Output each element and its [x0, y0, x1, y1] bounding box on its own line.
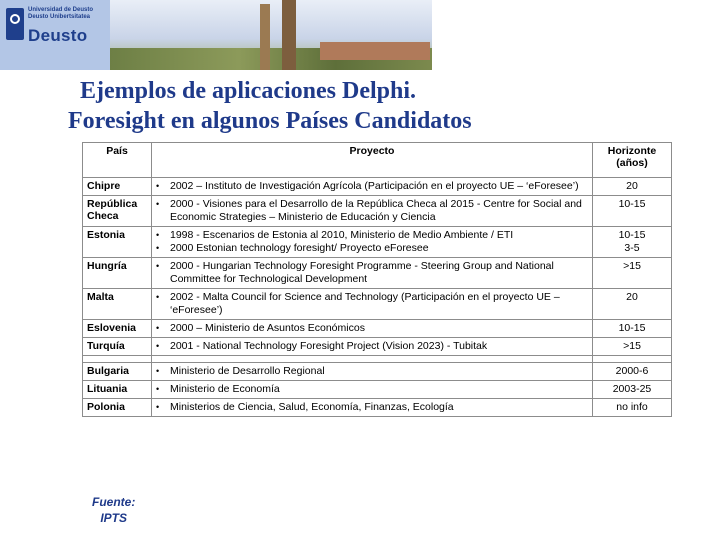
country-cell: Eslovenia [83, 320, 152, 338]
horizon-value: 20 [626, 180, 638, 192]
country-cell: Lituania [83, 381, 152, 399]
table-row [83, 196, 672, 227]
project-item [156, 229, 588, 242]
candidates-table [82, 142, 672, 417]
bullet-icon: • [156, 181, 160, 191]
horizon-cell [593, 258, 672, 289]
horizon-cell [593, 289, 672, 320]
country-cell: Estonia [83, 227, 152, 258]
source-value: IPTS [100, 511, 127, 525]
project-cell [152, 399, 593, 417]
project-text: 1998 - Escenarios de Estonia al 2010, Ministerio de Medio Ambiente / ETI [170, 229, 514, 241]
project-cell [152, 320, 593, 338]
country-cell: Turquía [83, 338, 152, 356]
project-text: 2001 - National Technology Foresight Project (Vision 2023) - Tubitak [170, 340, 488, 352]
project-item [156, 198, 588, 224]
spacer-cell [593, 356, 672, 363]
logo-subtitle-line: Deusto Unibertsitatea [28, 14, 91, 20]
project-cell [152, 196, 593, 227]
deusto-emblem-icon [6, 8, 24, 40]
horizon-value: 2000-6 [615, 365, 649, 377]
spacer-cell [83, 356, 152, 363]
bullet-icon: • [156, 366, 160, 376]
bullet-icon: • [156, 402, 160, 412]
bullet-icon: • [156, 384, 160, 394]
source-label: Fuente: [92, 495, 136, 509]
project-cell [152, 338, 593, 356]
horizon-cell [593, 338, 672, 356]
table-row [83, 258, 672, 289]
project-cell [152, 363, 593, 381]
horizon-value: >15 [623, 260, 641, 272]
university-logo [0, 0, 110, 70]
bullet-icon: • [156, 292, 160, 302]
horizon-cell [593, 381, 672, 399]
horizon-cell [593, 399, 672, 417]
project-text: Ministerio de Desarrollo Regional [170, 365, 325, 377]
project-text: 2002 – Instituto de Investigación Agrícola (Participación en el proyecto UE – ‘eForesee’) [170, 180, 579, 192]
header-horizon: Horizonte (años) [593, 143, 672, 178]
horizon-cell [593, 196, 672, 227]
horizon-value: 20 [626, 291, 638, 303]
logo-subtitle [28, 7, 93, 21]
country-cell: Hungría [83, 258, 152, 289]
project-item [156, 383, 588, 396]
project-cell [152, 178, 593, 196]
project-cell [152, 227, 593, 258]
horizon-value: 10-15 [618, 198, 646, 210]
slide-title-line-1: Ejemplos de aplicaciones Delphi. [80, 78, 417, 104]
header-country: País [83, 143, 152, 178]
bullet-icon: • [156, 230, 160, 240]
project-text: 2000 Estonian technology foresight/ Proyecto eForesee [170, 242, 429, 254]
project-cell [152, 289, 593, 320]
horizon-cell [593, 178, 672, 196]
slide-title-line-2: Foresight en algunos Países Candidatos [68, 108, 472, 134]
project-text: 2000 – Ministerio de Asuntos Económicos [170, 322, 365, 334]
campus-photo [110, 0, 432, 70]
bullet-icon: • [156, 199, 160, 209]
project-item [156, 401, 588, 414]
project-item [156, 340, 588, 353]
slide-title [68, 76, 472, 136]
horizon-value: 2003-25 [612, 383, 652, 395]
country-cell: Bulgaria [83, 363, 152, 381]
project-item [156, 180, 588, 193]
horizon-value: 10-15 [618, 229, 646, 241]
project-item [156, 260, 588, 286]
logo-subtitle-line: Universidad de Deusto [28, 7, 94, 13]
table-row [83, 178, 672, 196]
project-item [156, 242, 588, 255]
header-banner [0, 0, 432, 70]
project-item [156, 291, 588, 317]
horizon-value: 10-15 [618, 322, 646, 334]
photo-building-roof [320, 42, 430, 60]
photo-tower [260, 4, 270, 70]
logo-name: Deusto [28, 26, 88, 45]
table-row [83, 338, 672, 356]
horizon-value: no info [616, 401, 648, 413]
project-text: Ministerio de Economía [170, 383, 280, 395]
table-row [83, 289, 672, 320]
horizon-value: >15 [623, 340, 641, 352]
header-project: Proyecto [152, 143, 593, 178]
country-cell: Malta [83, 289, 152, 320]
country-cell: Polonia [83, 399, 152, 417]
photo-tower [282, 0, 296, 70]
table-row [83, 381, 672, 399]
table-row [83, 399, 672, 417]
country-cell: Chipre [83, 178, 152, 196]
project-text: 2002 - Malta Council for Science and Technology (Participación en el proyecto UE – ‘eForesee’) [170, 291, 560, 316]
project-cell [152, 381, 593, 399]
project-text: Ministerios de Ciencia, Salud, Economía, Finanzas, Ecología [170, 401, 454, 413]
table-row [83, 363, 672, 381]
horizon-cell [593, 363, 672, 381]
table-row [83, 320, 672, 338]
bullet-icon: • [156, 323, 160, 333]
horizon-cell [593, 320, 672, 338]
table-spacer-row [83, 356, 672, 363]
project-text: 2000 - Hungarian Technology Foresight Programme - Steering Group and National Committee for Technological Development [170, 260, 554, 285]
project-text: 2000 - Visiones para el Desarrollo de la República Checa al 2015 - Centre for Social and Economic Strategies – Ministerio de Educación y Ciencia [170, 198, 582, 223]
horizon-cell [593, 227, 672, 258]
project-cell [152, 258, 593, 289]
country-cell: República Checa [83, 196, 152, 227]
project-item [156, 322, 588, 335]
project-item [156, 365, 588, 378]
spacer-cell [152, 356, 593, 363]
bullet-icon: • [156, 243, 160, 253]
horizon-value: 3-5 [624, 242, 640, 254]
table-row [83, 227, 672, 258]
table-body [83, 178, 672, 417]
bullet-icon: • [156, 341, 160, 351]
source-note [92, 494, 135, 526]
table-header-row [83, 143, 672, 178]
bullet-icon: • [156, 261, 160, 271]
